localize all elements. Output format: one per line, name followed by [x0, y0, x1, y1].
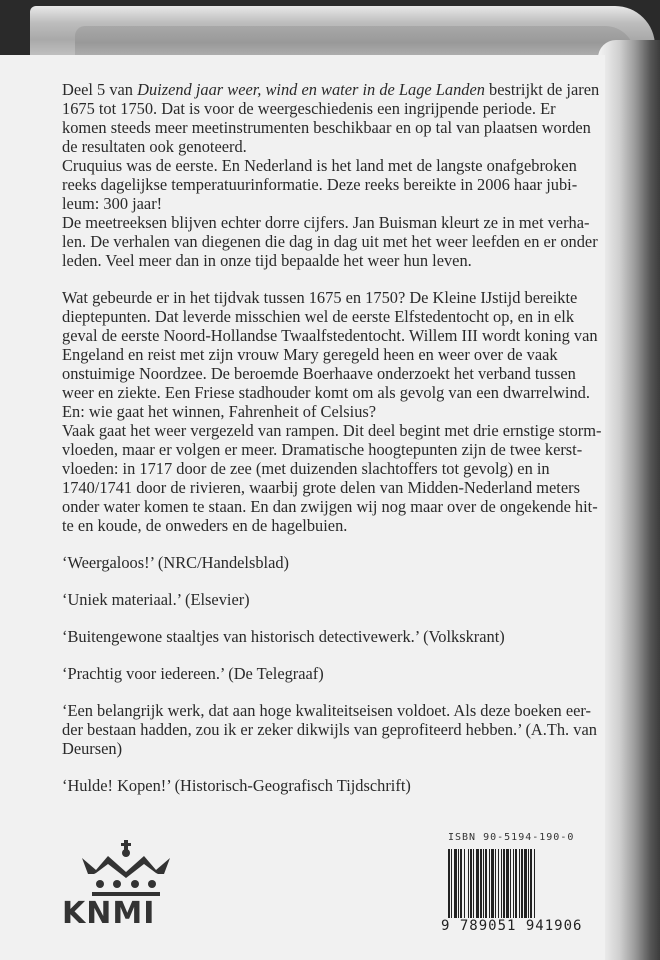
barcode-bar	[470, 849, 472, 927]
review-quote	[62, 776, 601, 795]
text-line	[62, 402, 601, 421]
barcode-bar	[454, 849, 457, 927]
barcode	[448, 849, 566, 927]
barcode-bar	[503, 849, 505, 927]
barcode-bar	[506, 849, 509, 927]
text-segment: Vaak gaat het weer vergezeld van rampen. Dit deel begint met drie ernstige storm-	[62, 421, 602, 440]
text-segment: bestrijkt de jaren	[484, 80, 600, 99]
barcode-bar	[521, 849, 523, 927]
barcode-bar	[515, 849, 517, 927]
text-line	[62, 251, 601, 270]
text-line	[62, 288, 601, 307]
text-segment: de resultaten ook genoteerd.	[62, 137, 247, 156]
blurb-text	[62, 80, 601, 795]
text-segment: Cruquius was de eerste. En Nederland is het land met de langste onafgebroken	[62, 156, 577, 175]
book-spine	[598, 40, 660, 960]
barcode-bar	[473, 849, 474, 927]
barcode-bar	[448, 849, 450, 927]
text-line	[62, 118, 601, 137]
text-segment: 1740/1741 door de rivieren, waarbij grote delen van Midden-Nederland meters	[62, 478, 580, 497]
text-line	[62, 590, 601, 609]
barcode-bar	[495, 849, 496, 927]
text-line	[62, 664, 601, 683]
book-title: Duizend jaar weer, wind en water in de Lage Landen	[137, 80, 485, 99]
barcode-bar	[468, 849, 469, 927]
text-line	[62, 497, 601, 516]
barcode-bar	[464, 849, 465, 927]
barcode-bar	[528, 849, 529, 927]
text-segment: En: wie gaat het winnen, Fahrenheit of Celsius?	[62, 402, 377, 421]
text-segment: Deel 5 van	[62, 80, 138, 99]
text-segment: dieptepunten. Dat leverde misschien wel de eerste Elfstedentocht op, en in elk	[62, 307, 575, 326]
barcode-bar	[524, 849, 527, 927]
text-segment: ‘Prachtig voor iedereen.’ (De Telegraaf)	[62, 664, 324, 683]
barcode-bar	[476, 849, 479, 927]
text-segment: Engeland en reist met zijn vrouw Mary geregeld heen en weer over de vaak	[62, 345, 558, 364]
review-quote	[62, 590, 601, 609]
barcode-bar	[534, 849, 535, 927]
ean-number: 9 789051 941906	[441, 918, 583, 934]
text-line	[62, 137, 601, 156]
text-line	[62, 156, 601, 175]
barcode-bar	[480, 849, 482, 927]
book-page-edges	[30, 6, 655, 62]
text-segment: leden. Veel meer dan in onze tijd bepaalde het weer hun leven.	[62, 251, 472, 270]
barcode-bar	[491, 849, 494, 927]
barcode-bar	[530, 849, 532, 927]
text-line	[62, 701, 601, 720]
text-segment: Wat gebeurde er in het tijdvak tussen 1675 en 1750? De Kleine IJstijd bereikte	[62, 288, 578, 307]
text-segment: ‘Uniek materiaal.’ (Elsevier)	[62, 590, 250, 609]
barcode-bar	[498, 849, 499, 927]
text-segment: te en koude, de onweders en de hagelbuien.	[62, 516, 348, 535]
text-line	[62, 80, 601, 99]
text-line	[62, 739, 601, 758]
text-segment: leum: 300 jaar!	[62, 194, 163, 213]
barcode-bar	[451, 849, 452, 927]
barcode-bar	[458, 849, 459, 927]
text-line	[62, 440, 601, 459]
text-line	[62, 326, 601, 345]
text-segment: ‘Weergaloos!’ (NRC/Handelsblad)	[62, 553, 290, 572]
barcode-bar	[460, 849, 462, 927]
barcode-bar	[513, 849, 514, 927]
text-segment: Deursen)	[62, 739, 123, 758]
text-segment: der bestaan hadden, zou ik er zeker dikwijls van geprofiteerd hebben.’ (A.Th. van	[62, 720, 597, 739]
barcode-bar	[489, 849, 490, 927]
text-line	[62, 99, 601, 118]
description-paragraph	[62, 80, 601, 270]
text-line	[62, 307, 601, 326]
text-line	[62, 232, 601, 251]
text-segment: ‘Een belangrijk werk, dat aan hoge kwaliteitseisen voldoet. Als deze boeken eer-	[62, 701, 591, 720]
barcode-bar	[483, 849, 484, 927]
barcode-bar	[501, 849, 502, 927]
text-segment: ‘Buitengewone staaltjes van historisch detectivewerk.’ (Volkskrant)	[62, 627, 505, 646]
text-segment: geval de eerste Noord-Hollandse Twaalfstedentocht. Willem III wordt koning van	[62, 326, 598, 345]
text-segment: vloeden, maar er volgen er meer. Dramatische hoogtepunten zijn de twee kerst-	[62, 440, 583, 459]
text-line	[62, 553, 601, 572]
review-quote	[62, 627, 601, 646]
text-segment: onstuimige Noordzee. De beroemde Boerhaave onderzoekt het verband tussen	[62, 364, 576, 383]
isbn-label: ISBN 90-5194-190-0	[448, 832, 575, 843]
text-line	[62, 175, 601, 194]
text-line	[62, 213, 601, 232]
text-line	[62, 421, 601, 440]
knmi-logo-text: KNMI	[62, 896, 156, 931]
text-line	[62, 383, 601, 402]
text-line	[62, 459, 601, 478]
text-line	[62, 194, 601, 213]
text-line	[62, 776, 601, 795]
text-segment: vloeden: in 1717 door de zee (met duizenden slachtoffers tot gevolg) en in	[62, 459, 550, 478]
text-line	[62, 516, 601, 535]
text-segment: De meetreeksen blijven echter dorre cijfers. Jan Buisman kleurt ze in met verha-	[62, 213, 590, 232]
review-quote	[62, 553, 601, 572]
text-segment: onder water komen te staan. En dan zwijgen wij nog maar over de ongekende hit-	[62, 497, 598, 516]
barcode-bar	[510, 849, 511, 927]
text-segment: komen steeds meer meetinstrumenten beschikbaar en op tal van plaatsen worden	[62, 118, 591, 137]
text-line	[62, 478, 601, 497]
description-paragraph	[62, 288, 601, 535]
text-segment: len. De verhalen van diegenen die dag in dag uit met het weer leefden en er onder	[62, 232, 598, 251]
text-segment: reeks dagelijkse temperatuurinformatie. Deze reeks bereikte in 2006 haar jubi-	[62, 175, 578, 194]
review-quote	[62, 664, 601, 683]
text-line	[62, 627, 601, 646]
text-segment: 1675 tot 1750. Dat is voor de weergeschiedenis een ingrijpende periode. Er	[62, 99, 556, 118]
barcode-bar	[519, 849, 520, 927]
text-segment: ‘Hulde! Kopen!’ (Historisch-Geografisch Tijdschrift)	[62, 776, 411, 795]
text-line	[62, 345, 601, 364]
text-line	[62, 720, 601, 739]
barcode-bar	[485, 849, 487, 927]
text-line	[62, 364, 601, 383]
text-segment: weer en ziekte. Een Friese stadhouder komt om als gevolg van een dwarrelwind.	[62, 383, 590, 402]
review-quote	[62, 701, 601, 758]
crown-icon	[76, 840, 176, 900]
